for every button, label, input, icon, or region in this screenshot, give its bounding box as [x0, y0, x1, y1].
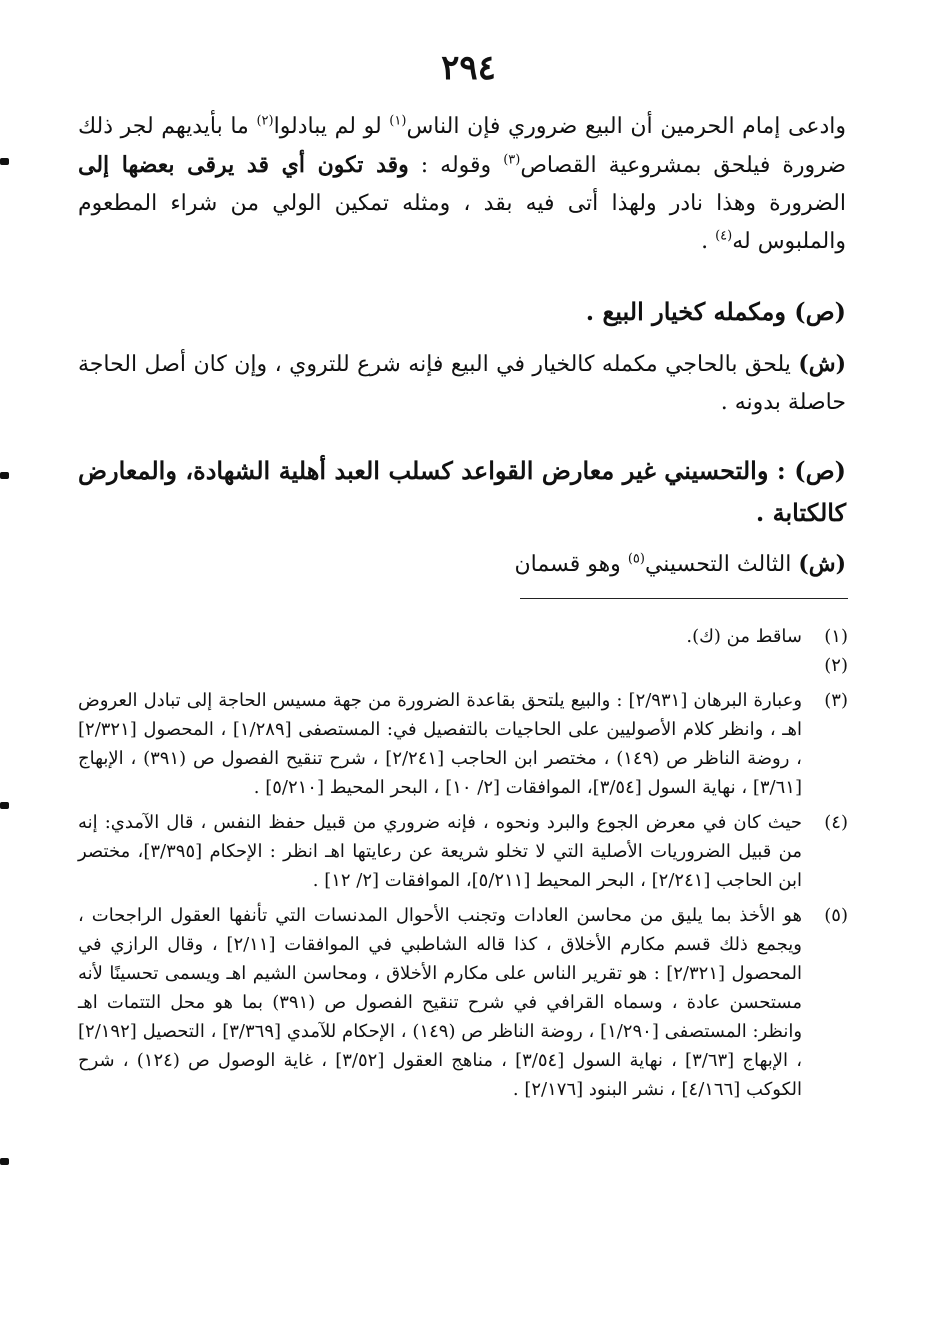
- footnote-text: حيث كان في معرض الجوع والبرد ونحوه ، فإنه ضروري من قبيل حفظ النفس ، قال الآمدي: إنه من قبيل الضروريات الأصلية التي لا تخلو شريعة عن رعايتها اهـ انظر : الإحكام [٣/٣٩٥]، مختصر ابن الحاجب [٢/٢٤١] ، البحر المحيط [٥/٢١١]، الموافقات [٢/ ١٢] .: [78, 812, 802, 891]
- main-text-run: ما بأيديهم لجر ذلك ضرورة فيلحق بمشروعية القصاص: [78, 114, 846, 178]
- main-text-run: وادعى إمام الحرمين أن البيع ضروري فإن الناس: [406, 114, 847, 139]
- main-text-run: وقوله :: [420, 153, 492, 178]
- scan-edge-mark: [0, 802, 9, 809]
- sharh-text: وهو قسمان: [514, 552, 621, 577]
- scan-edge-mark: [0, 472, 9, 479]
- footnote-1-2: [78, 622, 848, 680]
- footnote-ref: (٢): [256, 113, 274, 129]
- main-text-run: .: [701, 229, 709, 254]
- footnote-3: [78, 686, 848, 802]
- sharh-label: (ش): [798, 351, 846, 377]
- page-number: ٢٩٤: [441, 48, 496, 88]
- sharh-paragraph: [78, 345, 846, 422]
- footnote-text: هو الأخذ بما يليق من محاسن العادات وتجنب الأحوال المدنسات التي تأنفها العقول الراجحات ، ويجمع ذلك قسم مكارم الأخلاق ، كذا قاله الشاطبي في الموافقات [٢/١١] ، وقال الرازي في المحصول [٢/٣٢١] : هو تقرير الناس على مكارم الأخلاق ، ومحاسن الشيم اهـ ويسمى تحسينًا لأنه مستحسن عادة ، وسماه القرافي في شرح تنقيح الفصول ص (٣٩١) بما هو محل التتمات اهـ وانظر: المستصفى [١/٢٩٠] ، روضة الناظر ص (١٤٩) ، الإحكام للآمدي [٣/٣٦٩] ، التحصيل [٢/١٩٢] ، الإبهاج [٣/٦٣] ، نهاية السول [٣/٥٤] ، مناهج العقول [٣/٥٢] ، غاية الوصول ص (١٢٤) ، شرح الكوكب [٤/١٦٦] ، نشر البنود [٢/١٧٦] .: [78, 905, 803, 1100]
- footnote-number: (٣): [824, 690, 848, 711]
- footnote-ref: (١): [389, 113, 407, 129]
- footnote-separator: [520, 598, 848, 599]
- sharh-label: (ش): [798, 551, 846, 577]
- footnote-4: [78, 808, 848, 895]
- footnotes-section: [78, 622, 848, 1110]
- footnote-ref: (٣): [503, 152, 521, 168]
- footnote-number: (١) (٢): [824, 626, 848, 676]
- footnote-ref: (٤): [715, 228, 733, 244]
- main-paragraph: [78, 108, 846, 261]
- scan-edge-mark: [0, 158, 9, 165]
- footnote-text: ساقط من (ك).: [686, 626, 802, 647]
- sharh-text: يلحق بالحاجي مكمله كالخيار في البيع فإنه شرع للتروي ، وإن كان أصل الحاجة حاصلة بدونه .: [78, 352, 846, 415]
- scan-edge-mark: [0, 1158, 9, 1165]
- sharh-paragraph-2: [78, 545, 846, 584]
- heading-sad-1: (ص) ومكمله كخيار البيع .: [585, 297, 846, 326]
- bold-text-run: وقد تكون أي قد يرقى بعضها إلى: [78, 152, 409, 178]
- sharh-text: الثالث التحسيني: [644, 552, 792, 577]
- main-text-run: الضرورة وهذا نادر ولهذا أتى فيه بقد ، ومثله تمكين الولي من شراء المطعوم والملبوس له: [78, 191, 846, 254]
- main-text-run: لو لم يبادلوا: [273, 114, 382, 139]
- footnote-5: [78, 901, 848, 1104]
- footnote-text: وعبارة البرهان [٢/٩٣١] : والبيع يلتحق بقاعدة الضرورة من جهة مسيس الحاجة إلى تبادل العروض اهـ ، وانظر كلام الأصوليين على الحاجيات بالتفصيل في: المستصفى [١/٢٨٩] ، المحصول [٢/٣٢١] ، روضة الناظر ص (١٤٩) ، مختصر ابن الحاجب [٢/٢٤١] ، شرح تنقيح الفصول ص (٣٩١) ، الإبهاج [٣/٦١] ، نهاية السول [٣/٥٤]، الموافقات [٢/ ١٠] ، البحر المحيط [٥/٢١٠] .: [78, 690, 803, 798]
- footnote-ref: (٥): [627, 551, 645, 567]
- footnote-number: (٤): [824, 812, 848, 833]
- footnote-number: (٥): [824, 905, 848, 926]
- heading-sad-2: (ص) : والتحسيني غير معارض القواعد كسلب العبد أهلية الشهادة، والمعارض كالكتابة .: [78, 456, 846, 527]
